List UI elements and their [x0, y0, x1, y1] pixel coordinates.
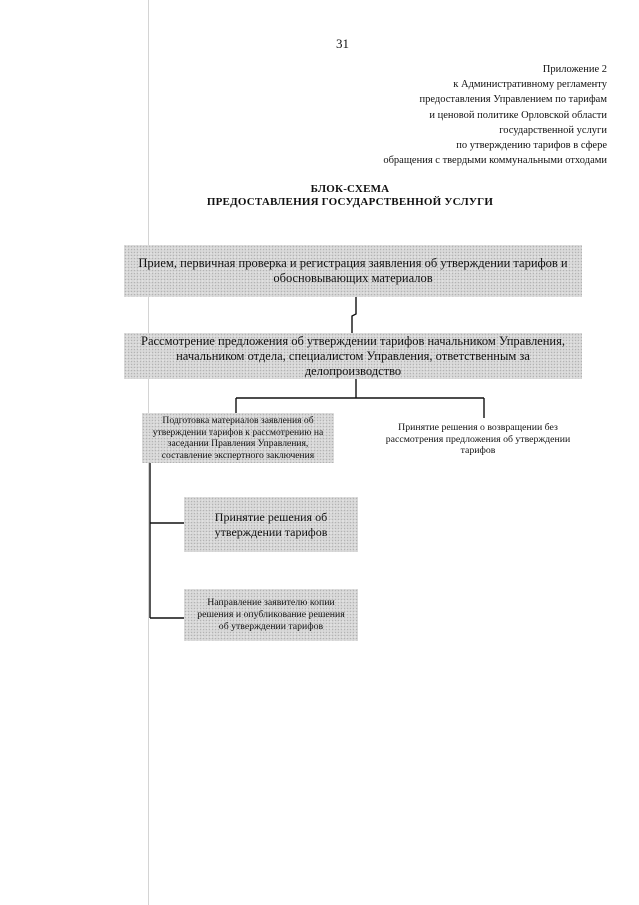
node-notify-applicant: [184, 589, 358, 641]
node-intake-line: обосновывающих материалов: [273, 271, 433, 285]
node-review-line: Рассмотрение предложения об утверждении тарифов начальником Управления,: [141, 333, 565, 348]
appendix-line: Приложение 2: [542, 64, 607, 75]
node-intake-line: Прием, первичная проверка и регистрация заявления об утверждении тарифов и: [138, 256, 568, 270]
node-prepare-line: Подготовка материалов заявления об: [162, 415, 314, 426]
node-notify-line: решения и опубликование решения: [197, 609, 345, 620]
node-prepare-line: заседании Правления Управления,: [167, 438, 309, 449]
node-prepare-line: утверждении тарифов к рассмотрению на: [152, 426, 324, 438]
node-review-line: начальником отдела, специалистом Управления, ответственным за: [176, 348, 530, 363]
node-notify-line: об утверждении тарифов: [218, 621, 324, 632]
node-review-line: делопроизводство: [304, 363, 402, 378]
node-prepare-materials: [142, 413, 334, 463]
title-line: ПРЕДОСТАВЛЕНИЯ ГОСУДАРСТВЕННОЙ УСЛУГИ: [206, 196, 494, 208]
appendix-line: к Административному регламенту: [453, 79, 607, 91]
node-return-line: Принятие решения о возвращении без: [398, 422, 558, 433]
node-return-line: утверждении тарифов: [460, 433, 571, 456]
appendix-line: обращения с твердыми коммунальными отходами: [383, 155, 607, 167]
node-approve-line: утверждении тарифов: [214, 524, 328, 539]
node-return-decision: [378, 422, 578, 457]
node-approve-line: Принятие решения об: [214, 510, 328, 524]
node-approve-decision: [184, 497, 358, 552]
appendix-line: предоставления Управлением по тарифам: [419, 94, 607, 106]
node-intake: [124, 245, 582, 297]
node-return-line: рассмотрения предложения об: [385, 433, 513, 445]
node-prepare-line: составление экспертного заключения: [161, 449, 315, 461]
page-number: 31: [336, 36, 349, 51]
connector-intake-review: [352, 297, 356, 333]
title-line: БЛОК-СХЕМА: [310, 183, 390, 195]
node-review: [124, 333, 582, 379]
appendix-line: по утверждению тарифов в сфере: [456, 140, 607, 152]
node-notify-line: Направление заявителю копии: [207, 597, 335, 608]
appendix-line: и ценовой политике Орловской области: [429, 109, 607, 121]
appendix-line: государственной услуги: [499, 124, 607, 136]
